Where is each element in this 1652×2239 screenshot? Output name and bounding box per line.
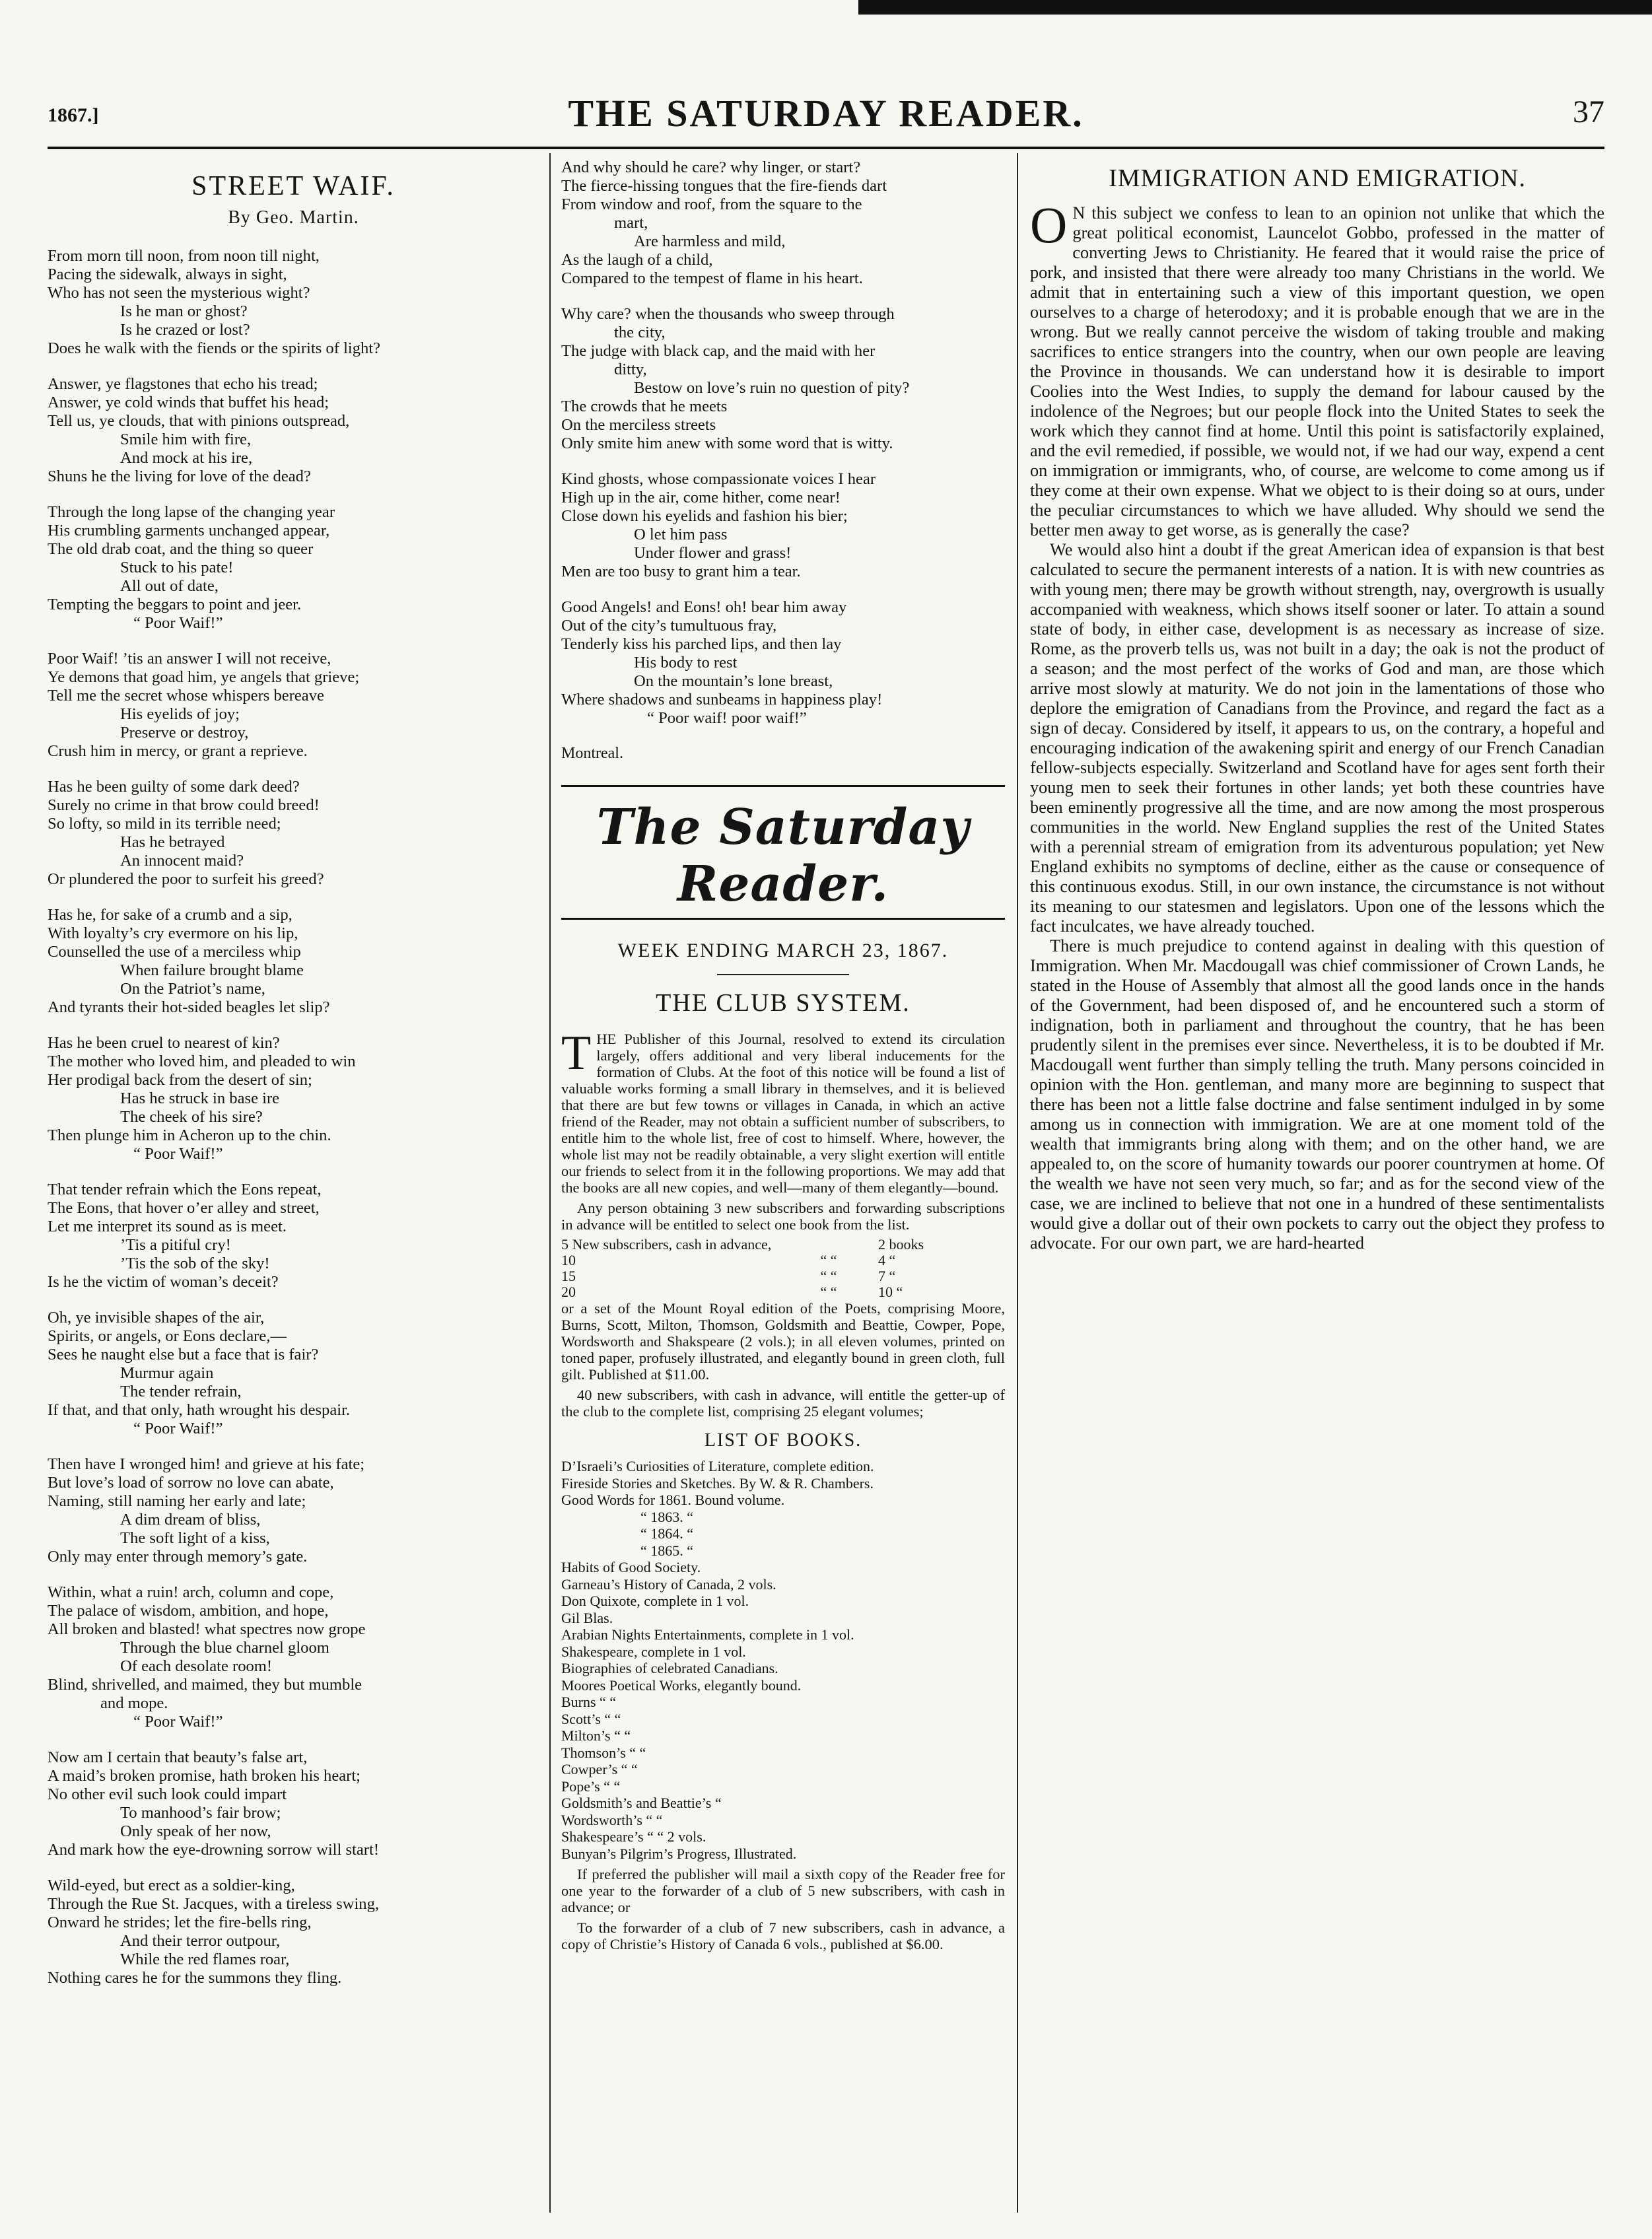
- poem-line: Her prodigal back from the desert of sin;: [48, 1071, 312, 1089]
- stanza: [48, 778, 539, 889]
- poem-line: And mark how the eye-drowning sorrow will start!: [48, 1841, 380, 1859]
- poem-line: Pacing the sidewalk, always in sight,: [48, 265, 287, 283]
- poem-line: Only may enter through memory’s gate.: [48, 1548, 308, 1566]
- book-item: D’Israeli’s Curiosities of Literature, complete edition.: [561, 1458, 874, 1474]
- poem-line: Only smite him anew with some word that is witty.: [561, 434, 893, 452]
- book-list-heading: LIST OF BOOKS.: [704, 1430, 862, 1451]
- header-year: 1867.]: [48, 104, 99, 126]
- poem-line: Tell me the secret whose whispers bereave: [48, 687, 324, 705]
- poem-line: Shuns he the living for love of the dead?: [48, 467, 311, 485]
- poem-line: mart,: [614, 214, 648, 232]
- book-item: “ 1864. “: [640, 1525, 694, 1542]
- club-intro-text: HE Publisher of this Journal, resolved to extend its circulation largely, offers additional and very liberal inducements for the formation of Clubs. At the foot of this notice will be found a list of valuable works forming a small library in themselves, and it is believed that there are but few towns or villages in Canada, in which an active friend of the Reader, may not obtain a sufficient number of subscribers, to entitle him to the whole list, free of cost to himself. Where, however, the whole list may not be readily obtainable, a very slight exertion will entitle our friends to select from it in the following proportions. We may add that the books are all new copies, and well—many of them elegantly—bound.: [561, 1031, 1005, 1196]
- book-item: Burns “ “: [561, 1694, 617, 1710]
- stanza: [48, 1309, 539, 1438]
- poem-line: Smile him with fire,: [120, 431, 252, 448]
- poem-line: Bestow on love’s ruin no question of pity?: [634, 379, 910, 397]
- book-item: Shakespeare’s “ “ 2 vols.: [561, 1828, 706, 1845]
- poem-title: STREET WAIF.: [191, 171, 396, 201]
- poem-line: Let me interpret its sound as is meet.: [48, 1218, 287, 1235]
- book-item: “ 1863. “: [640, 1508, 694, 1525]
- stanza: [48, 650, 539, 761]
- column-divider: [549, 153, 551, 2213]
- poem-line: Close down his eyelids and fashion his bier;: [561, 507, 848, 525]
- book-item: Good Words for 1861. Bound volume.: [561, 1492, 785, 1508]
- poem-byline: By Geo. Martin.: [228, 207, 359, 228]
- terms-row: [561, 1237, 1005, 1253]
- stanza: [48, 1748, 539, 1859]
- poem-line: Compared to the tempest of flame in his heart.: [561, 269, 863, 287]
- book-item: Biographies of celebrated Canadians.: [561, 1660, 778, 1676]
- poem-line: The cheek of his sire?: [120, 1108, 263, 1126]
- poem-line: Within, what a ruin! arch, column and cope,: [48, 1583, 334, 1601]
- poem-line: Good Angels! and Eons! oh! bear him away: [561, 598, 847, 616]
- book-item: Pope’s “ “: [561, 1777, 621, 1795]
- masthead: The Saturday Reader.: [561, 785, 1005, 920]
- poem-line: ’Tis a pitiful cry!: [120, 1236, 231, 1254]
- poem-line: And their terror outpour,: [120, 1932, 281, 1950]
- book-item: Scott’s “ “: [561, 1710, 621, 1727]
- poem-line: “ Poor Waif!”: [133, 1713, 223, 1731]
- terms-row: [561, 1253, 1005, 1268]
- immigration-title: IMMIGRATION AND EMIGRATION.: [1109, 164, 1526, 192]
- poem-line: But love’s load of sorrow no love can abate,: [48, 1474, 334, 1492]
- book-item: Milton’s “ “: [561, 1727, 631, 1744]
- poem-line: Where shadows and sunbeams in happiness play!: [561, 691, 883, 708]
- poem-line: “ Poor Waif!”: [133, 1420, 223, 1437]
- poem-line: Naming, still naming her early and late;: [48, 1492, 306, 1510]
- column-divider: [1017, 153, 1018, 2213]
- poem-line: All out of date,: [120, 577, 219, 595]
- terms-cell: 10: [561, 1252, 576, 1268]
- poem-line: Out of the city’s tumultuous fray,: [561, 617, 777, 635]
- terms-row: [561, 1284, 1005, 1300]
- poem-line: Sees he naught else but a face that is fair?: [48, 1346, 319, 1363]
- terms-cell: [779, 1237, 878, 1253]
- poem-line: The tender refrain,: [120, 1383, 242, 1400]
- immigration-para-2: We would also hint a doubt if the great American idea of expansion is that best calculated to secure the permanent interests of a nation. It is with new countries as with young men; there may be growth without strength, nay, overgrowth is usually accompanied with weakness, which shows itself sooner or later. To attain a sound state of body, in either case, development is as necessary as increase of size. Rome, as the proverb tells us, was not built in a day; the oak is not the product of a season; and the most perfect of the works of God and man, are those which arrive most slowly at maturity. We do not join in the lamentations of those who deplore the emigration of Canadians from the Province, and regard the fact as a sign of decay. Considered by itself, it appears to us, on the contrary, a hopeful and encouraging indication of the awakening spirit and energy of our French Canadian fellow-subjects especially. Switzerland and Scotland have for ages sent forth their young men to seek their fortunes in other lands; yet both these countries have been eminently progressive all the time, and are now among the most prosperous communities in the world. New England supplies the rest of the United States with a perennial stream of emigration from its adventurous population; yet New England exhibits no symptoms of decline, either as the cause or consequence of this continuous exodus. Still, in our own instance, the circumstance is not without its meaning to our statesmen and legislators. Upon one of the lessons which the fact inculcates, we have already touched.: [1030, 540, 1604, 936]
- poem-line: Kind ghosts, whose compassionate voices I hear: [561, 470, 876, 488]
- stanza: [561, 598, 1005, 728]
- poem-line: Spirits, or angels, or Eons declare,—: [48, 1327, 287, 1345]
- club-para2: Any person obtaining 3 new subscribers and forwarding subscriptions in advance will be entitled to select one book from the list.: [561, 1200, 1005, 1233]
- club-para6: To the forwarder of a club of 7 new subscribers, cash in advance, a copy of Christie’s History of Canada 6 vols., published at $6.00.: [561, 1919, 1005, 1952]
- book-item: Moores Poetical Works, elegantly bound.: [561, 1676, 802, 1694]
- poem-line: His body to rest: [634, 654, 738, 672]
- book-item: Gil Blas.: [561, 1609, 613, 1626]
- book-item: Wordsworth’s “ “: [561, 1811, 663, 1828]
- club-title: THE CLUB SYSTEM.: [656, 989, 911, 1017]
- poem-line: Under flower and grass!: [634, 544, 792, 562]
- column-right: [1030, 158, 1604, 2213]
- poem-line: The mother who loved him, and pleaded to win: [48, 1052, 356, 1070]
- poem-line: On the mountain’s lone breast,: [634, 672, 833, 690]
- stanza: [48, 1583, 539, 1731]
- poem-line: All broken and blasted! what spectres now grope: [48, 1620, 366, 1638]
- column-left: [48, 158, 539, 2213]
- poem-line: Then have I wronged him! and grieve at his fate;: [48, 1455, 365, 1473]
- club-terms: [561, 1237, 1005, 1300]
- club-intro: [561, 1026, 1005, 1196]
- book-item: Goldsmith’s and Beattie’s “: [561, 1795, 722, 1811]
- poem-line: A maid’s broken promise, hath broken his heart;: [48, 1767, 361, 1785]
- poem-line: ’Tis the sob of the sky!: [120, 1255, 270, 1272]
- poem-line: Through the long lapse of the changing year: [48, 503, 335, 521]
- book-item: Fireside Stories and Sketches. By W. & R. Chambers.: [561, 1474, 874, 1492]
- book-item: Cowper’s “ “: [561, 1761, 638, 1777]
- poem-line: Counselled the use of a merciless whip: [48, 943, 301, 961]
- poem-line: “ Poor waif! poor waif!”: [647, 709, 807, 727]
- poem-line: If that, and that only, hath wrought his despair.: [48, 1401, 351, 1419]
- poem-line: From window and roof, from the square to the: [561, 195, 862, 213]
- poem-line: Tenderly kiss his parched lips, and then lay: [561, 635, 842, 653]
- immigration-para-3: There is much prejudice to contend against in dealing with this question of Immigration. When Mr. Macdougall was chief commissioner of Crown Lands, he stated in the House of Assembly that almost all the good lands once in the hands of the Government, had been disposed of, and he encountered such a storm of indignation, both in parliament and throughout the country, that he has been prudently silent in the premises ever since. Nevertheless, it is to be doubted if Mr. Macdougall went further than simply telling the truth. Many persons coincided in opinion with the Hon. gentleman, and many more are beginning to suspect that there has been not a little false doctrine and false sentiment indulged in by some among us in connection with immigration. We are at one moment told of the wealth that immigrants bring along with them; and on the other hand, we are appealed to, on the score of humanity towards our poorer countrymen at home. Of the wealth we have not seen very much, so far; and as for the second view of the case, we are inclined to believe that not one in a hundred of these sentimentalists would give a dollar out of their own pockets to carry out the object they profess to advocate. For our own part, we are hard-hearted: [1030, 936, 1604, 1253]
- poem-line: Has he, for sake of a crumb and a sip,: [48, 906, 293, 924]
- poem-line: Surely no crime in that brow could breed!: [48, 796, 320, 814]
- poem-line: Nothing cares he for the summons they fling.: [48, 1969, 342, 1987]
- stanza: [48, 503, 539, 633]
- poem-line: An innocent maid?: [120, 852, 244, 870]
- terms-cell: 7 “: [878, 1268, 896, 1284]
- poem-line: Of each desolate room!: [120, 1657, 273, 1675]
- poem-line: Does he walk with the fiends or the spirits of light?: [48, 339, 381, 357]
- terms-cell: 10 “: [878, 1284, 903, 1300]
- club-dropcap: T: [561, 1026, 592, 1080]
- poem-line: With loyalty’s cry evermore on his lip,: [48, 924, 298, 942]
- poem-line: the city,: [614, 324, 666, 341]
- stanza: [561, 158, 1005, 288]
- book-item: Don Quixote, complete in 1 vol.: [561, 1593, 749, 1609]
- poem-line: Blind, shrivelled, and maimed, they but mumble: [48, 1676, 362, 1694]
- poem-line: Now am I certain that beauty’s false art,: [48, 1748, 308, 1766]
- poem-line: Is he crazed or lost?: [120, 321, 250, 339]
- poem-line: On the Patriot’s name,: [120, 980, 265, 998]
- club-para5: If preferred the publisher will mail a sixth copy of the Reader free for one year to the forwarder of a club of 5 new subscribers, with cash in advance; or: [561, 1866, 1005, 1915]
- stanza: [48, 1181, 539, 1292]
- poem-continuation: [561, 158, 1005, 728]
- poem-line: Onward he strides; let the fire-bells ring,: [48, 1913, 312, 1931]
- stanza: [561, 470, 1005, 581]
- stanza: [48, 247, 539, 358]
- stanza: [48, 906, 539, 1017]
- stanza: [48, 1034, 539, 1163]
- poem-line: Has he betrayed: [120, 833, 225, 851]
- stanza: [48, 375, 539, 486]
- poem-line: Answer, ye flagstones that echo his tread;: [48, 375, 318, 393]
- poem-line: Wild-eyed, but erect as a soldier-king,: [48, 1877, 295, 1894]
- week-ending: WEEK ENDING MARCH 23, 1867.: [617, 940, 949, 961]
- poem-line: Why care? when the thousands who sweep through: [561, 305, 895, 323]
- poem-line: Tempting the beggars to point and jeer.: [48, 596, 302, 613]
- poem-line: Then plunge him in Acheron up to the chin.: [48, 1126, 331, 1144]
- immigration-para-text: N this subject we confess to lean to an opinion not unlike that which the great political economist, Launcelot Gobbo, professed in the matter of converting Jews to Christianity. He feared that it would raise the price of pork, and insisted that there were already too many Christians in the world. We admit that in entertaining such a view of this important question, we open ourselves to a charge of heterodoxy; and it is probable enough that we are in the wrong. But we really cannot perceive the wisdom of taking trouble and making sacrifices to entice strangers into the country, when our own people are leaving the Province in thousands. We can understand how it is desirable to import Coolies into the West Indies, to supply the demand for labour caused by the indolence of the Negroes; but our people flock into the United States to seek the work which they cannot find at home. Until this point is satisfactorily explained, and the evil remedied, if possible, we would not, if we had our way, expend a cent on immigration or immigrants, who, of course, are welcome to come among us if they come at their own expense. What we object to is their doing so at ours, under the peculiar circumstances to which we have alluded. Why should we send the better men away to get worse, as is generally the case?: [1030, 203, 1604, 539]
- book-item: “ 1865. “: [640, 1542, 694, 1559]
- poem-line: Has he been guilty of some dark deed?: [48, 778, 300, 796]
- poem-line: And why should he care? why linger, or start?: [561, 158, 861, 176]
- poem-line: Has he struck in base ire: [120, 1089, 280, 1107]
- poem-line: The soft light of a kiss,: [120, 1529, 270, 1547]
- poem-line: and mope.: [100, 1694, 168, 1712]
- club-para4: 40 new subscribers, with cash in advance, will entitle the getter-up of the club to the complete list, comprising 25 elegant volumes;: [561, 1387, 1005, 1420]
- poem-line: The Eons, that hover o’er alley and street,: [48, 1199, 320, 1217]
- section-rule: [717, 974, 849, 975]
- book-list: [561, 1458, 1005, 1862]
- poem-line: Ye demons that goad him, ye angels that grieve;: [48, 668, 360, 686]
- poem-line: Crush him in mercy, or grant a reprieve.: [48, 742, 308, 760]
- poem-line: Or plundered the poor to surfeit his greed?: [48, 870, 324, 888]
- poem-line: Oh, ye invisible shapes of the air,: [48, 1309, 265, 1326]
- poem-line: And tyrants their hot-sided beagles let slip?: [48, 998, 330, 1016]
- poem-line: Who has not seen the mysterious wight?: [48, 284, 310, 302]
- poem-line: Is he the victim of woman’s deceit?: [48, 1273, 279, 1291]
- poem-line: Stuck to his pate!: [120, 559, 234, 576]
- poem-line: Through the Rue St. Jacques, with a tireless swing,: [48, 1895, 380, 1913]
- poem-line: No other evil such look could impart: [48, 1785, 287, 1803]
- poem-line: While the red flames roar,: [120, 1950, 290, 1968]
- poem-line: The old drab coat, and the thing so queer: [48, 540, 314, 558]
- terms-row: [561, 1268, 1005, 1284]
- poem-line: Answer, ye cold winds that buffet his head;: [48, 394, 329, 411]
- stanza: [561, 305, 1005, 453]
- book-item: Bunyan’s Pilgrim’s Progress, Illustrated.: [561, 1845, 797, 1862]
- poem-line: A dim dream of bliss,: [120, 1511, 261, 1529]
- poem-line: The judge with black cap, and the maid with her: [561, 342, 876, 360]
- poem-line: “ Poor Waif!”: [133, 614, 223, 632]
- top-black-bar: [858, 0, 1652, 15]
- immigration-dropcap: O: [1030, 196, 1068, 254]
- header-title: THE SATURDAY READER.: [568, 92, 1084, 135]
- poem-line: Men are too busy to grant him a tear.: [561, 563, 801, 580]
- poem-line: As the laugh of a child,: [561, 251, 713, 269]
- poem-line: The palace of wisdom, ambition, and hope,: [48, 1602, 329, 1620]
- poem-line: To manhood’s fair brow;: [120, 1804, 281, 1822]
- poem-line: ditty,: [614, 361, 647, 378]
- club-para3: or a set of the Mount Royal edition of the Poets, comprising Moore, Burns, Scott, Milton, Thomson, Goldsmith and Beattie, Cowper, Pope, Wordsworth and Shakspeare (2 vols.); in all eleven volumes, printed on toned paper, profusely illustrated, and elegantly bound in green cloth, full gilt. Published at $11.00.: [561, 1300, 1005, 1383]
- poem-line: Only speak of her now,: [120, 1822, 271, 1840]
- book-item: Shakespeare, complete in 1 vol.: [561, 1643, 746, 1660]
- poem-line: Tell us, ye clouds, that with pinions outspread,: [48, 412, 350, 430]
- poem-line: From morn till noon, from noon till night,: [48, 247, 320, 265]
- terms-cell: 4 “: [878, 1252, 896, 1268]
- poem-line: High up in the air, come hither, come near!: [561, 489, 841, 506]
- terms-cell: “ “: [820, 1252, 837, 1268]
- poem-line: Through the blue charnel gloom: [120, 1639, 329, 1657]
- immigration-para-1: [1030, 196, 1604, 540]
- poem-line: Poor Waif! ’tis an answer I will not receive,: [48, 650, 331, 668]
- terms-cell: 20: [561, 1284, 576, 1300]
- terms-cell: 5 New subscribers, cash in advance,: [561, 1236, 772, 1253]
- poem-line: Is he man or ghost?: [120, 302, 248, 320]
- book-item: Habits of Good Society.: [561, 1559, 701, 1575]
- terms-cell: 15: [561, 1268, 576, 1284]
- poem-line: And mock at his ire,: [120, 449, 253, 467]
- header-rule: [48, 147, 1604, 149]
- poem-line: The crowds that he meets: [561, 397, 728, 415]
- page-header: [48, 79, 1604, 139]
- poem-line: “ Poor Waif!”: [133, 1145, 223, 1163]
- page-number: 37: [1573, 94, 1604, 129]
- poem-line: His eyelids of joy;: [120, 705, 240, 723]
- poem-line: When failure brought blame: [120, 961, 304, 979]
- column-middle: [561, 158, 1005, 2213]
- poem-body: [48, 247, 539, 1987]
- poem-line: On the merciless streets: [561, 416, 716, 434]
- terms-cell: “ “: [820, 1268, 837, 1284]
- poem-line: O let him pass: [634, 526, 728, 543]
- poem-line: Has he been cruel to nearest of kin?: [48, 1034, 280, 1052]
- terms-cell: “ “: [820, 1284, 837, 1300]
- book-item: Arabian Nights Entertainments, complete in 1 vol.: [561, 1626, 854, 1643]
- poem-line: Preserve or destroy,: [120, 724, 249, 741]
- poem-line: His crumbling garments unchanged appear,: [48, 522, 330, 539]
- book-item: Garneau’s History of Canada, 2 vols.: [561, 1575, 776, 1593]
- stanza: [48, 1877, 539, 1987]
- poem-line: That tender refrain which the Eons repeat,: [48, 1181, 322, 1198]
- poem-line: Are harmless and mild,: [634, 232, 786, 250]
- poem-place: Montreal.: [561, 745, 623, 762]
- book-item: Thomson’s “ “: [561, 1744, 646, 1761]
- stanza: [48, 1455, 539, 1566]
- terms-cell: 2 books: [878, 1236, 924, 1253]
- poem-line: So lofty, so mild in its terrible need;: [48, 815, 281, 833]
- poem-line: Murmur again: [120, 1364, 214, 1382]
- poem-line: The fierce-hissing tongues that the fire-fiends dart: [561, 177, 887, 195]
